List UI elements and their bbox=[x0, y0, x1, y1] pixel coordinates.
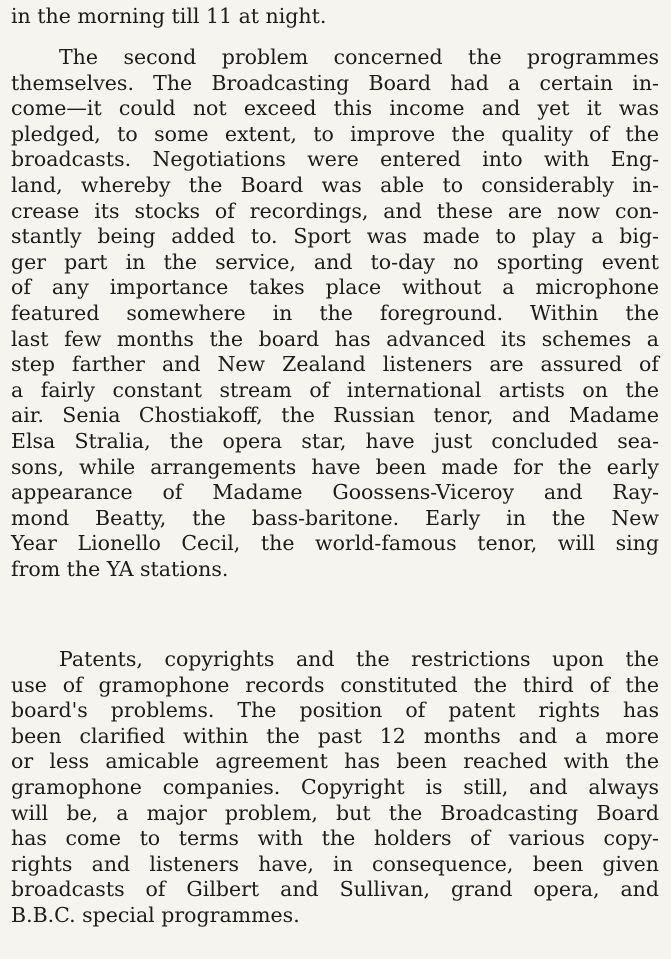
text-line: step farther and New Zealand listeners are assured of bbox=[11, 352, 659, 377]
text-line: B.B.C. special programmes. bbox=[11, 902, 300, 927]
text-line: broadcasts of Gilbert and Sullivan, grand opera, and bbox=[11, 877, 659, 902]
text-line: of any importance takes place without a microphone bbox=[11, 275, 659, 300]
paragraph-opening-fragment bbox=[11, 4, 659, 30]
text-line: gramophone companies. Copyright is still, and always bbox=[11, 774, 659, 799]
paragraph-patents-copyrights bbox=[11, 647, 659, 929]
text-line: or less amicable agreement has been reached with the bbox=[11, 749, 659, 774]
text-line: from the YA stations. bbox=[11, 556, 229, 581]
text-line: ger part in the service, and to-day no sporting event bbox=[11, 249, 659, 274]
text-line: Year Lionello Cecil, the world-famous tenor, will sing bbox=[11, 531, 659, 556]
paragraph-programmes bbox=[11, 45, 659, 582]
text-line: been clarified within the past 12 months and a more bbox=[11, 723, 659, 748]
text-line: will be, a major problem, but the Broadcasting Board bbox=[11, 800, 659, 825]
text-line: use of gramophone records constituted the third of the bbox=[11, 672, 659, 697]
text-line: sons, while arrangements have been made for the early bbox=[11, 454, 659, 479]
text-line: pledged, to some extent, to improve the quality of the bbox=[11, 121, 659, 146]
text-line: has come to terms with the holders of various copy- bbox=[11, 826, 659, 851]
text-line: Patents, copyrights and the restrictions upon the bbox=[59, 647, 659, 671]
text-line: last few months the board has advanced its schemes a bbox=[11, 326, 659, 351]
text-line: featured somewhere in the foreground. Within the bbox=[11, 300, 659, 325]
text-line: mond Beatty, the bass-baritone. Early in the New bbox=[11, 505, 659, 530]
text-line: a fairly constant stream of international artists on the bbox=[11, 377, 659, 402]
text-line: stantly being added to. Sport was made to play a big- bbox=[11, 224, 659, 249]
text-line: in the morning till 11 at night. bbox=[11, 4, 327, 28]
text-line: board's problems. The position of patent rights has bbox=[11, 698, 659, 723]
text-line: rights and listeners have, in consequence, been given bbox=[11, 851, 659, 876]
text-line: appearance of Madame Goossens-Viceroy and Ray- bbox=[11, 480, 659, 505]
text-line: Elsa Stralia, the opera star, have just concluded sea- bbox=[11, 428, 659, 453]
text-line: broadcasts. Negotiations were entered into with Eng- bbox=[11, 147, 659, 172]
text-line: air. Senia Chostiakoff, the Russian tenor, and Madame bbox=[11, 403, 659, 428]
text-line: land, whereby the Board was able to considerably in- bbox=[11, 172, 659, 197]
text-line: come—it could not exceed this income and yet it was bbox=[11, 96, 659, 121]
text-line: crease its stocks of recordings, and these are now con- bbox=[11, 198, 659, 223]
text-line: The second problem concerned the programmes bbox=[59, 45, 659, 69]
text-line: themselves. The Broadcasting Board had a certain in- bbox=[11, 70, 659, 95]
